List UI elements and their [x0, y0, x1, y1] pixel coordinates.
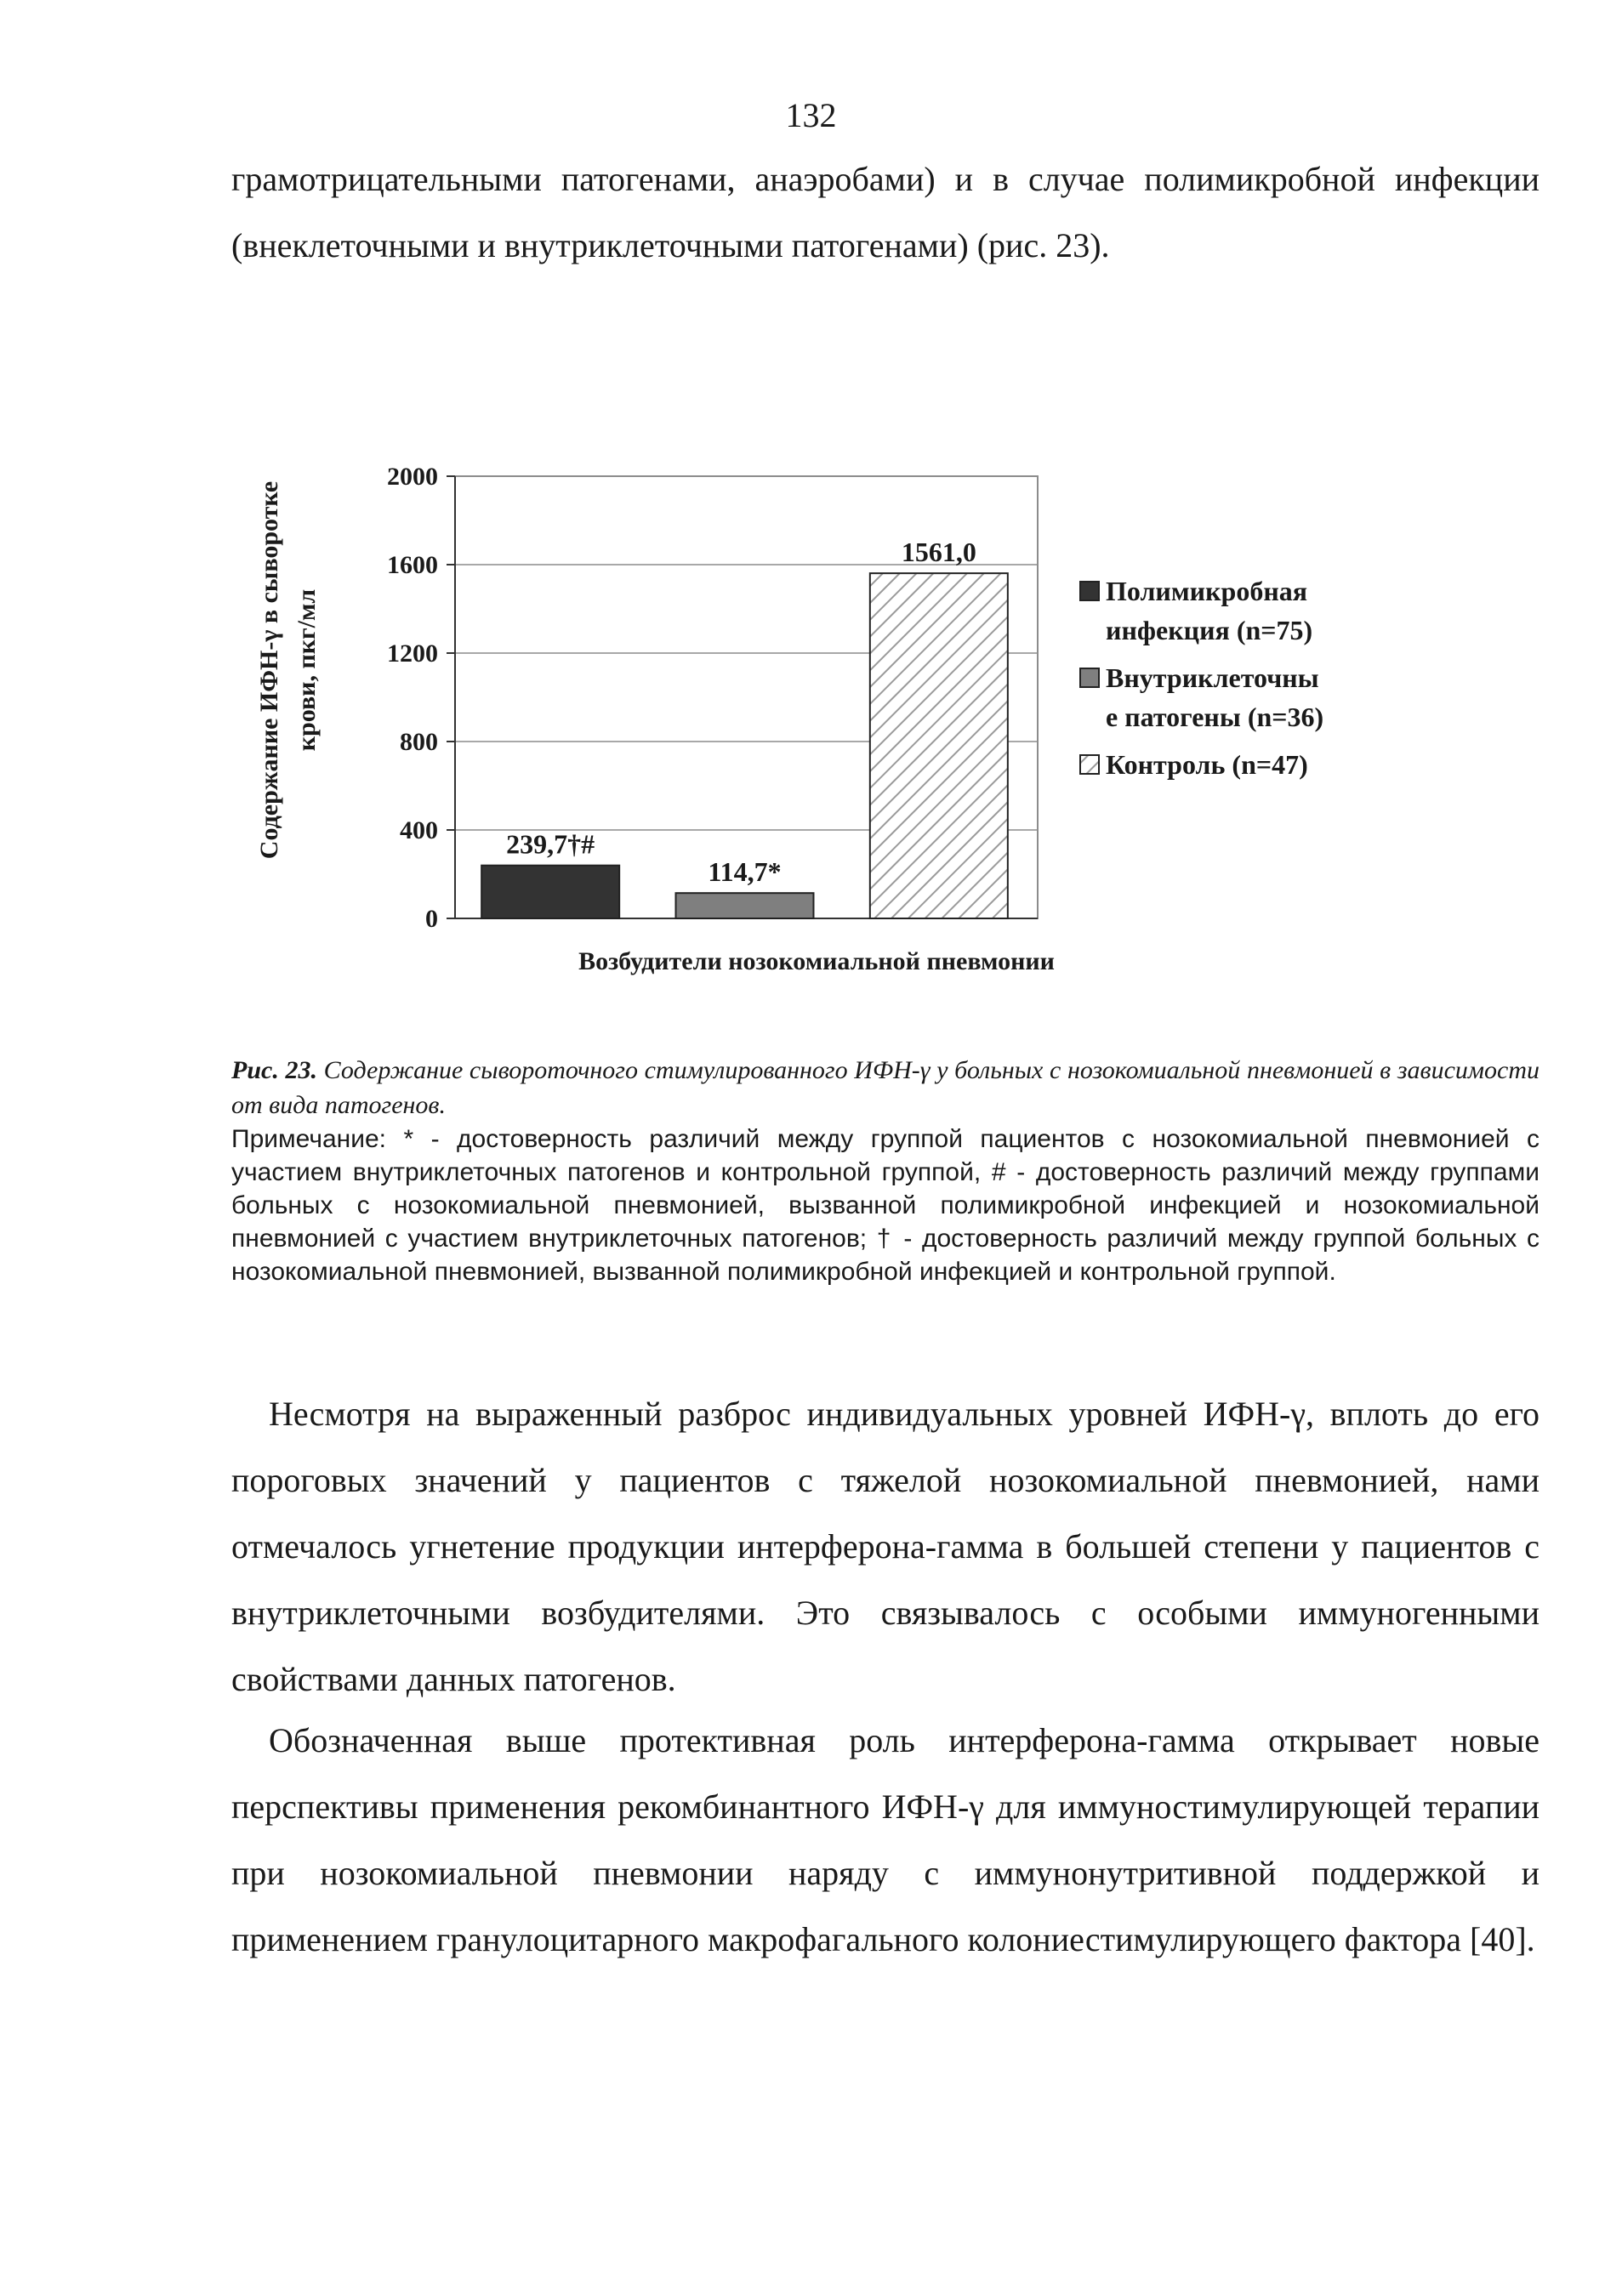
- figure-caption: [231, 1053, 1539, 1122]
- y-tick-label: 400: [400, 816, 438, 844]
- y-axis-label-line-2: крови, пкг/мл: [293, 588, 321, 752]
- bar-chart: [238, 442, 1412, 1003]
- bar-1: [481, 866, 619, 918]
- y-axis-label-line-1: Содержание ИФН-γ в сыворотке: [255, 480, 283, 860]
- page-number: 132: [785, 96, 837, 134]
- legend-label-2-line-2: е патогены (n=36): [1106, 702, 1324, 732]
- legend: [1080, 576, 1323, 780]
- bar-value-label-1: 239,7†#: [506, 828, 595, 860]
- legend-label-3: Контроль (n=47): [1106, 749, 1308, 780]
- intro-paragraph: грамотрицательными патогенами, анаэробами) и в случае полимикробной инфекции (внеклеточными и внутриклеточными патогенами) (рис. 23).: [231, 160, 1539, 264]
- y-tick-label: 800: [400, 728, 438, 756]
- figure-caption-lead: Рис. 23.: [231, 1056, 317, 1084]
- x-axis-label: Возбудители нозокомиальной пневмонии: [578, 947, 1055, 975]
- y-tick-label: 1600: [387, 551, 438, 579]
- body-paragraph-1: Несмотря на выраженный разброс индивидуальных уровней ИФН-γ, вплоть до его пороговых значений у пациентов с тяжелой нозокомиальной пневмонией, нами отмечалось угнетение продукции интерферона-гамма в большей степени у пациентов с внутриклеточными возбудителями. Это связывалось с особыми иммуногенными свойствами данных патогенов.: [231, 1395, 1539, 1698]
- legend-swatch-3: [1080, 755, 1099, 774]
- legend-label-1: Полимикробная: [1106, 576, 1308, 606]
- bar-3: [870, 573, 1008, 918]
- figure-caption-text: Содержание сывороточного стимулированного ИФН-γ у больных с нозокомиальной пневмонией в зависимости от вида патогенов.: [231, 1056, 1540, 1119]
- y-tick-label: 1200: [387, 639, 438, 668]
- bar-value-label-3: 1561,0: [901, 537, 976, 568]
- legend-swatch-2: [1080, 668, 1099, 687]
- y-tick-label: 0: [425, 905, 438, 933]
- y-tick-label: 2000: [387, 463, 438, 491]
- legend-swatch-1: [1080, 582, 1099, 600]
- legend-label-2: Внутриклеточны: [1106, 662, 1319, 693]
- figure-note: Примечание: * - достоверность различий между группой пациентов с нозокомиальной пневмонией с участием внутриклеточных патогенов и контрольной группой, # - достоверность различий между группами больных с нозокомиальной пневмонией, вызванной полимикробной инфекцией и нозокомиальной пневмонией с участием внутриклеточных патогенов; † - достоверность различий между группой больных с нозокомиальной пневмонией, вызванной полимикробной инфекцией и контрольной группой.: [231, 1125, 1539, 1286]
- body-paragraph-2: Обозначенная выше протективная роль интерферона-гамма открывает новые перспективы применения рекомбинантного ИФН-γ для иммуностимулирующей терапии при нозокомиальной пневмонии наряду с иммунонутритивной поддержкой и применением гранулоцитарного макрофагального колониестимулирующего фактора [40].: [231, 1721, 1539, 1958]
- bar-2: [676, 893, 814, 918]
- legend-label-1-line-2: инфекция (n=75): [1106, 615, 1313, 645]
- bar-value-label-2: 114,7*: [708, 856, 782, 888]
